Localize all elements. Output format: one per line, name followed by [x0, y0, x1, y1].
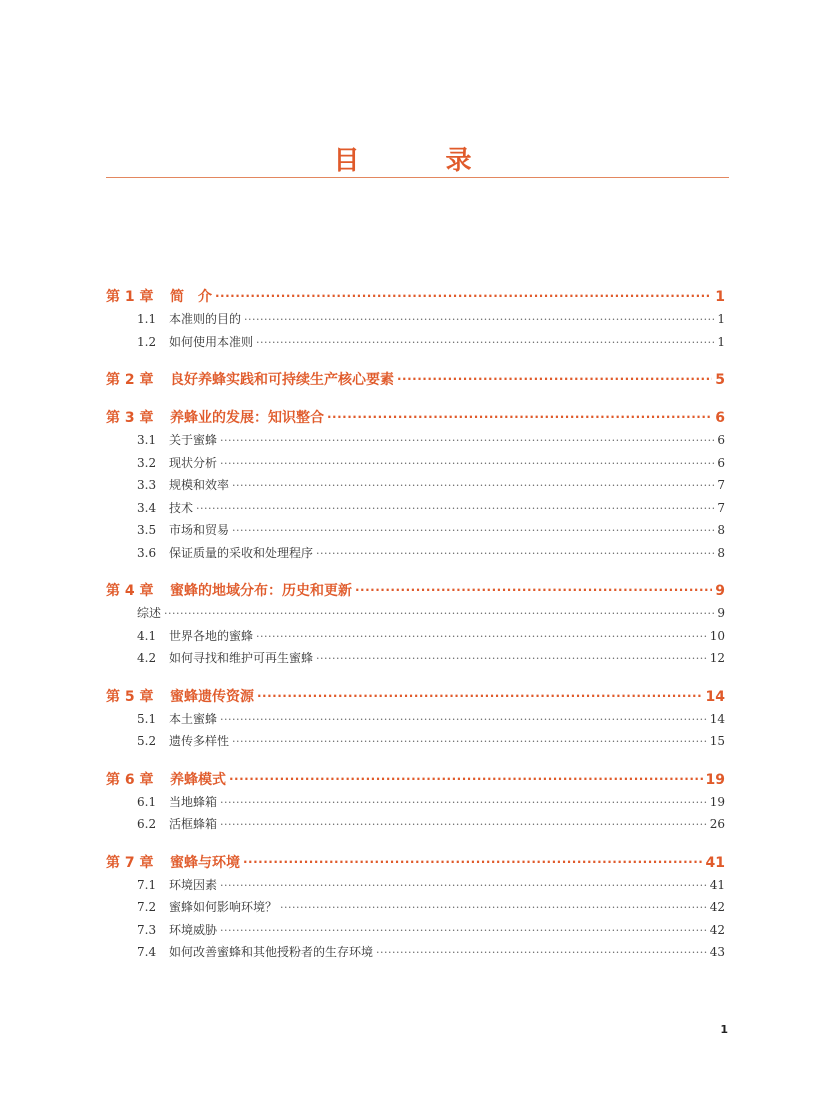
- section-page-number: 6: [717, 433, 725, 447]
- dot-leader: [257, 687, 703, 701]
- section-number: 4.1: [137, 628, 157, 643]
- toc-chapter-entry[interactable]: [106, 580, 725, 602]
- section-page-number: 19: [709, 794, 725, 809]
- section-title: 关于蜜蜂: [169, 433, 218, 447]
- section-title: 环境威胁: [169, 922, 218, 937]
- toc-section-entry[interactable]: [106, 919, 725, 942]
- dot-leader: [376, 944, 707, 956]
- dot-leader: [244, 311, 714, 323]
- section-title: 遗传多样性: [169, 734, 230, 748]
- section-number: 7.3: [137, 922, 157, 937]
- chapter-spacer: [106, 391, 725, 404]
- section-title: 技术: [169, 500, 194, 515]
- section-number: 7.2: [137, 900, 157, 914]
- section-page-number: 14: [709, 711, 725, 726]
- section-number: 1.1: [137, 312, 157, 326]
- dot-leader: [280, 899, 707, 911]
- section-title: 如何使用本准则: [169, 334, 254, 349]
- chapter-title: 蜜蜂与环境: [170, 854, 240, 871]
- toc-section-entry[interactable]: [106, 542, 725, 565]
- chapter-number: 第 4 章: [106, 583, 154, 599]
- section-number: 1.2: [137, 334, 157, 349]
- section-title: 如何寻找和维护可再生蜜蜂: [169, 651, 314, 665]
- chapter-spacer: [106, 353, 725, 366]
- toc-section-entry[interactable]: [106, 602, 725, 625]
- dot-leader: [232, 733, 707, 745]
- chapter-number: 第 6 章: [106, 771, 154, 788]
- table-of-contents: [106, 286, 725, 964]
- toc-section-entry[interactable]: [106, 813, 725, 836]
- chapter-spacer: [106, 836, 725, 849]
- toc-chapter-entry[interactable]: [106, 407, 725, 429]
- section-title: 本土蜜蜂: [169, 711, 218, 726]
- section-number: 3.2: [137, 455, 157, 470]
- dot-leader: [220, 922, 707, 934]
- toc-chapter-entry[interactable]: [106, 286, 725, 308]
- section-number: 5.2: [137, 734, 157, 748]
- dot-leader: [316, 650, 707, 662]
- section-page-number: 6: [717, 455, 725, 470]
- dot-leader: [220, 816, 707, 828]
- toc-section-entry[interactable]: [106, 625, 725, 648]
- chapter-title: 良好养蜂实践和可持续生产核心要素: [170, 372, 394, 388]
- section-page-number: 1: [717, 312, 725, 326]
- toc-section-entry[interactable]: [106, 452, 725, 475]
- toc-section-entry[interactable]: [106, 874, 725, 897]
- chapter-title: 蜜蜂遗传资源: [170, 688, 254, 705]
- dot-leader: [256, 334, 714, 346]
- chapter-number: 第 7 章: [106, 854, 154, 871]
- toc-section-entry[interactable]: [106, 497, 725, 520]
- dot-leader: [243, 853, 703, 867]
- toc-section-entry[interactable]: [106, 896, 725, 919]
- section-title: 世界各地的蜜蜂: [169, 628, 254, 643]
- dot-leader: [220, 711, 707, 723]
- section-title: 规模和效率: [169, 478, 230, 492]
- dot-leader: [232, 477, 714, 489]
- page-title: 目 录: [333, 146, 502, 176]
- section-page-number: 9: [717, 606, 725, 620]
- toc-chapter-entry[interactable]: [106, 852, 725, 874]
- dot-leader: [196, 500, 714, 512]
- section-title: 综述: [137, 606, 162, 620]
- toc-chapter-entry[interactable]: [106, 686, 725, 708]
- section-page-number: 8: [717, 523, 725, 537]
- section-page-number: 1: [717, 334, 725, 349]
- section-title: 活框蜂箱: [169, 817, 218, 831]
- chapter-title: 简 介: [170, 289, 212, 305]
- section-title: 保证质量的采收和处理程序: [169, 545, 314, 560]
- toc-section-entry[interactable]: [106, 708, 725, 731]
- dot-leader: [220, 432, 714, 444]
- section-page-number: 15: [709, 734, 725, 748]
- section-page-number: 43: [709, 945, 725, 959]
- dot-leader: [232, 522, 714, 534]
- section-number: 7.1: [137, 877, 157, 892]
- section-number: 6.1: [137, 794, 157, 809]
- chapter-page-number: 1: [715, 289, 725, 305]
- section-title: 本准则的目的: [169, 312, 242, 326]
- section-title: 市场和贸易: [169, 523, 230, 537]
- section-page-number: 42: [709, 900, 725, 914]
- dot-leader: [164, 605, 714, 617]
- section-number: 6.2: [137, 817, 157, 831]
- chapter-number: 第 5 章: [106, 688, 154, 705]
- chapter-number: 第 2 章: [106, 372, 154, 388]
- chapter-page-number: 19: [705, 771, 725, 788]
- dot-leader: [220, 794, 707, 806]
- chapter-page-number: 9: [715, 583, 725, 599]
- dot-leader: [220, 877, 707, 889]
- toc-section-entry[interactable]: [106, 308, 725, 331]
- section-page-number: 7: [717, 478, 725, 492]
- section-page-number: 10: [709, 628, 725, 643]
- toc-section-entry[interactable]: [106, 429, 725, 452]
- toc-chapter-entry[interactable]: [106, 369, 725, 391]
- chapter-title: 养蜂模式: [170, 771, 226, 788]
- section-number: 3.1: [137, 433, 157, 447]
- toc-section-entry[interactable]: [106, 519, 725, 542]
- section-number: 3.6: [137, 545, 157, 560]
- dot-leader: [397, 370, 712, 384]
- section-page-number: 26: [709, 817, 725, 831]
- chapter-number: 第 1 章: [106, 289, 154, 305]
- toc-section-entry[interactable]: [106, 331, 725, 354]
- chapter-spacer: [106, 753, 725, 766]
- section-number: 3.4: [137, 500, 157, 515]
- toc-chapter-entry[interactable]: [106, 769, 725, 791]
- section-number: 3.3: [137, 478, 157, 492]
- section-number: 3.5: [137, 523, 157, 537]
- section-page-number: 41: [709, 877, 725, 892]
- dot-leader: [355, 581, 712, 595]
- dot-leader: [327, 408, 712, 422]
- section-title: 如何改善蜜蜂和其他授粉者的生存环境: [169, 945, 374, 959]
- chapter-title: 养蜂业的发展：知识整合: [170, 410, 324, 426]
- section-page-number: 8: [717, 545, 725, 560]
- dot-leader: [229, 770, 703, 784]
- section-page-number: 7: [717, 500, 725, 515]
- section-title: 当地蜂箱: [169, 794, 218, 809]
- chapter-spacer: [106, 564, 725, 577]
- chapter-number: 第 3 章: [106, 410, 154, 426]
- dot-leader: [256, 628, 707, 640]
- toc-section-entry[interactable]: [106, 647, 725, 670]
- section-title: 蜜蜂如何影响环境？: [169, 900, 278, 914]
- section-title: 环境因素: [169, 877, 218, 892]
- section-title: 现状分析: [169, 455, 218, 470]
- dot-leader: [220, 455, 714, 467]
- title-divider: [106, 177, 729, 178]
- section-number: 7.4: [137, 945, 157, 959]
- chapter-title: 蜜蜂的地域分布：历史和更新: [170, 583, 352, 599]
- dot-leader: [215, 287, 712, 301]
- section-page-number: 42: [709, 922, 725, 937]
- chapter-page-number: 41: [705, 854, 725, 871]
- section-page-number: 12: [709, 651, 725, 665]
- dot-leader: [316, 545, 714, 557]
- toc-section-entry[interactable]: [106, 941, 725, 964]
- chapter-page-number: 6: [715, 410, 725, 426]
- toc-section-entry[interactable]: [106, 474, 725, 497]
- chapter-spacer: [106, 670, 725, 683]
- section-number: 5.1: [137, 711, 157, 726]
- page-number: 1: [720, 1023, 728, 1036]
- section-number: 4.2: [137, 651, 157, 665]
- toc-section-entry[interactable]: [106, 730, 725, 753]
- chapter-page-number: 14: [705, 688, 725, 705]
- toc-section-entry[interactable]: [106, 791, 725, 814]
- chapter-page-number: 5: [715, 372, 725, 388]
